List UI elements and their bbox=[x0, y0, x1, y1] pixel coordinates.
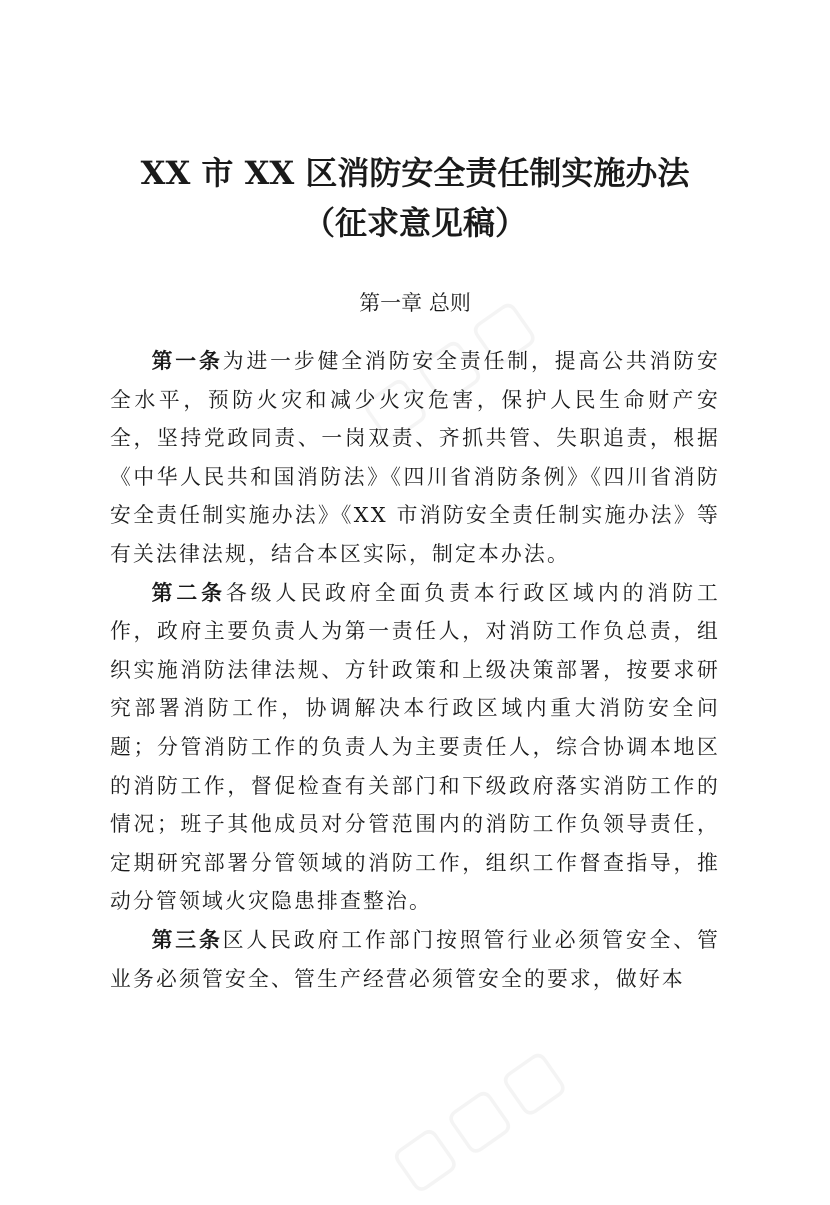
article-paragraph bbox=[110, 574, 720, 921]
article-paragraph bbox=[110, 921, 720, 998]
chapter-heading: 第一章 总则 bbox=[359, 291, 471, 315]
article-paragraph bbox=[110, 342, 720, 574]
document-subtitle: （征求意见稿） bbox=[302, 204, 527, 242]
article-label: 第三条 bbox=[151, 927, 223, 952]
document-title: XX 市 XX 区消防安全责任制实施办法 bbox=[140, 154, 690, 192]
article-text: 各级人民政府全面负责本行政区域内的消防工作，政府主要负责人为第一责任人，对消防工作负总责，组织实施消防法律法规、方针政策和上级决策部署，按要求研究部署消防工作，协调解决本行政区域内重大消防安全问题；分管消防工作的负责人为主要责任人，综合协调本地区的消防工作，督促检查有关部门和下级政府落实消防工作的情况；班子其他成员对分管范围内的消防工作负领导责任，定期研究部署分管领域的消防工作，组织工作督查指导，推动分管领域火灾隐患排查整治。 bbox=[110, 580, 720, 914]
article-label: 第一条 bbox=[151, 349, 223, 373]
watermark bbox=[377, 1030, 583, 1205]
article-text: 为进一步健全消防安全责任制，提高公共消防安全水平，预防火灾和减少火灾危害，保护人民生命财产安全，坚持党政同责、一岗双责、齐抓共管、失职追责，根据《中华人民共和国消防法》《四川省消防条例》《四川省消防安全责任制实施办法》《XX 市消防安全责任制实施办法》等有关法律法规，结合本区实际，制定本办法。 bbox=[110, 349, 720, 566]
article-label: 第二条 bbox=[151, 580, 226, 605]
article-text: 区人民政府工作部门按照管行业必须管安全、管业务必须管安全、管生产经营必须管安全的要求，做好本 bbox=[110, 927, 720, 991]
document-body bbox=[110, 342, 720, 998]
